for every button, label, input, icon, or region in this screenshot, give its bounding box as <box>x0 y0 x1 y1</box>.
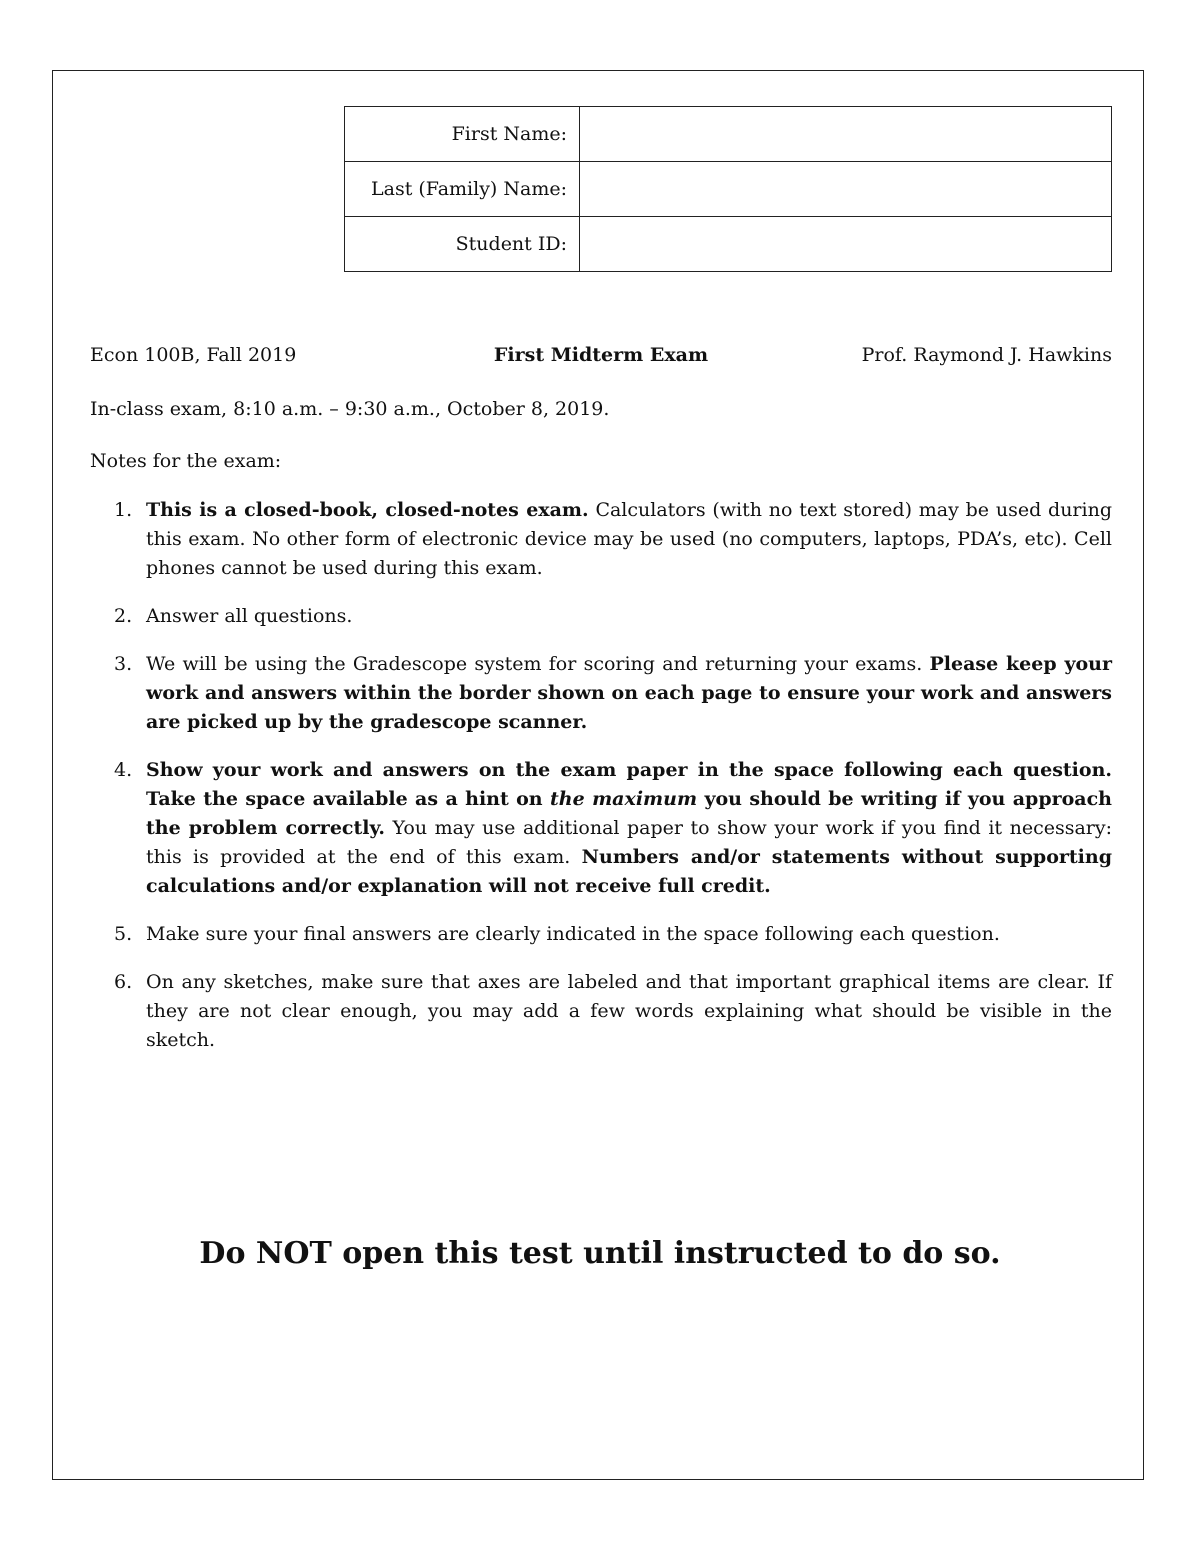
note-text: You may use additional paper to show your work if you find it necessary: this is provided at the end of this exam. <box>146 817 1113 868</box>
student-id-label: Student ID: <box>345 217 580 272</box>
list-item-number: 5. <box>114 923 133 945</box>
note-text: Answer all questions. <box>146 605 353 627</box>
note-text: Make sure your final answers are clearly indicated in the space following each question. <box>146 923 1000 945</box>
list-item-number: 1. <box>114 499 133 521</box>
note-text: On any sketches, make sure that axes are labeled and that important graphical items are clear. If they are not clear enough, you may add a few words explaining what should be visible in the sketch. <box>146 971 1112 1051</box>
list-item-number: 3. <box>114 653 133 675</box>
first-name-field[interactable] <box>580 107 1112 162</box>
list-item-number: 2. <box>114 605 133 627</box>
note-bold-text: This is a closed-book, closed-notes exam. <box>146 499 589 521</box>
exam-title: First Midterm Exam <box>493 344 709 366</box>
list-item-number: 6. <box>114 971 133 993</box>
list-item <box>90 602 1112 631</box>
instructor-name: Prof. Raymond J. Hawkins <box>861 344 1112 366</box>
notes-heading: Notes for the exam: <box>90 450 282 472</box>
last-name-label: Last (Family) Name: <box>345 162 580 217</box>
do-not-open-warning: Do NOT open this test until instructed to do so. <box>199 1236 1001 1271</box>
list-item <box>90 496 1112 583</box>
note-bold-text: Numbers and/or statements without supporting calculations and/or explanation will not receive full credit. <box>146 846 1112 897</box>
student-id-field[interactable] <box>580 217 1112 272</box>
note-text: Calculators (with no text stored) may be used during this exam. No other form of electronic device may be used (no computers, laptops, PDA’s, etc). Cell phones cannot be used during this exam. <box>146 499 1112 579</box>
first-name-row <box>345 107 1112 162</box>
list-item <box>90 920 1112 949</box>
last-name-row <box>345 162 1112 217</box>
exam-header <box>90 344 1112 374</box>
note-italic-text: the maximum <box>550 788 698 810</box>
student-id-row <box>345 217 1112 272</box>
notes-list <box>90 496 1112 1074</box>
list-item <box>90 650 1112 737</box>
list-item <box>90 756 1112 901</box>
exam-info: In-class exam, 8:10 a.m. – 9:30 a.m., October 8, 2019. <box>90 398 610 420</box>
student-id-table <box>344 106 1112 272</box>
list-item <box>90 968 1112 1055</box>
note-bold-text: Please keep your work and answers within the border shown on each page to ensure your work and answers are picked up by the gradescope scanner. <box>146 653 1112 733</box>
first-name-label: First Name: <box>345 107 580 162</box>
last-name-field[interactable] <box>580 162 1112 217</box>
list-item-number: 4. <box>114 759 133 781</box>
note-text: We will be using the Gradescope system for scoring and returning your exams. <box>146 653 930 675</box>
course-name: Econ 100B, Fall 2019 <box>90 344 297 366</box>
note-bold-text: Show your work and answers on the exam paper in the space following each question. Take the space available as a hint on <box>146 759 1112 810</box>
note-bold-text: you should be writing if you approach the problem correctly. <box>146 788 1112 839</box>
